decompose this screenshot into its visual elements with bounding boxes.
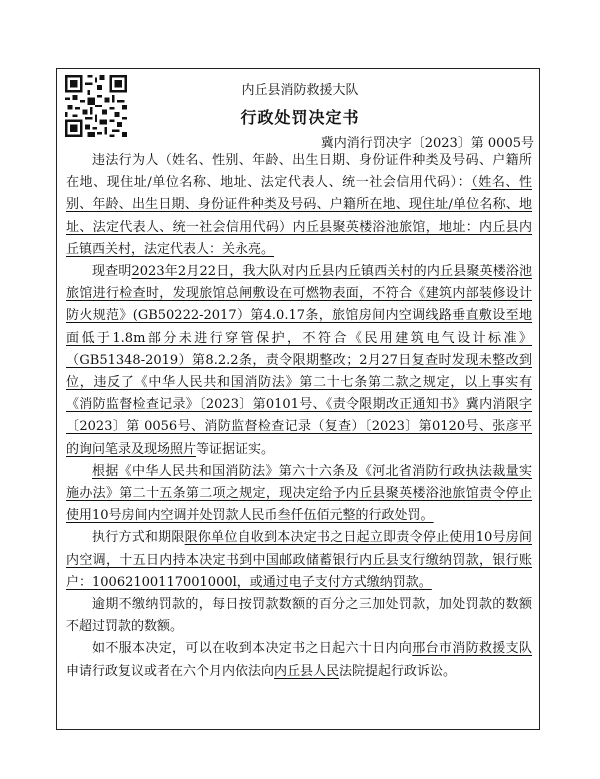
party-paragraph (66, 150, 532, 261)
appeal-paragraph (66, 638, 532, 682)
facts-body: 2023年2月22日，我大队对内丘县内丘镇西关村的内丘县聚英楼浴池旅馆进行检查时，发现旅馆总闸敷设在可燃物表面，不符合《建筑内部装修设计防火规范》(GB50222-2017）第4.0.17条，旅馆房间内空调线路垂直敷设至地面低于1.8m部分未进行穿管保护，不符合《民用建筑电气设计标准》（GB51348-2019）第8.2.2条，责令限期整改；2月27日复查时发现未整改到位，违反了《中华人民共和国消防法》第二十七条第二款之规定，以上事实有《消防监督检查记录》〔2023〕第0101号、《责令限期改正通知书》冀内消限字〔2023〕第 0056号、消防监督检查记录（复查）〔2023〕第0120号、张彦平的询问笔录及现场照片 (66, 264, 532, 457)
overdue-paragraph: 逾期不缴纳罚款的，每日按罚款数额的百分之三加处罚款，加处罚款的数额不超过罚款的数额。 (66, 597, 532, 635)
issuing-organization: 内丘县消防救援大队 (241, 83, 359, 98)
document-body (66, 150, 532, 683)
appeal-middle: 申请行政复议或者在六个月内依法向 (66, 663, 275, 679)
party-value: （姓名、性别、年龄、出生日期、身份证件种类及号码、户籍所在地、现住址/单位名称、地址、法定代表人、统一社会信用代码）内丘县聚英楼浴池旅馆，地址：内丘县内丘镇西关村，法定代表人：关永亮。 (66, 175, 532, 257)
appeal-prefix: 如不服本决定，可以在收到本决定书之日起六十日内向 (92, 641, 413, 657)
facts-paragraph (66, 261, 532, 461)
execution-value: 限你单位自收到本决定书之日起立即责令停止使用10号房间内空调，十五日内持本决定书到中国邮政储蓄银行内丘县支行缴纳罚款，银行账户：10062100117001000l，或通过电子支付方式缴纳罚款。 (66, 530, 532, 590)
appeal-authority: 邢台市消防救援支队 (412, 641, 532, 657)
execution-label: 执行方式和期限 (92, 530, 185, 546)
facts-intro: 现查明 (92, 264, 132, 280)
party-label: 违法行为人（姓名、性别、年龄、出生日期、身份证件种类及号码、户籍所在地、现住址/单位名称、地址、法定代表人、统一社会信用代码）： (66, 153, 532, 191)
facts-tail: 等证据证实。 (196, 441, 275, 457)
appeal-suffix: 法院提起行政诉讼。 (339, 663, 457, 679)
execution-paragraph (66, 527, 532, 594)
decision-paragraph: 根据《中华人民共和国消防法》第六十六条及《河北省消防行政执法裁量实施办法》第二十五条第二项之规定，现决定给予内丘县聚英楼浴池旅馆责令停止使用10号房间内空调并处罚款人民币叁仟伍佰元整的行政处罚。 (66, 463, 532, 524)
document-title: 行政处罚决定书 (240, 108, 360, 127)
appeal-court: 内丘县人民 (274, 663, 340, 679)
document-number: 冀内消行罚决字〔2023〕第 0005号 (320, 136, 534, 151)
